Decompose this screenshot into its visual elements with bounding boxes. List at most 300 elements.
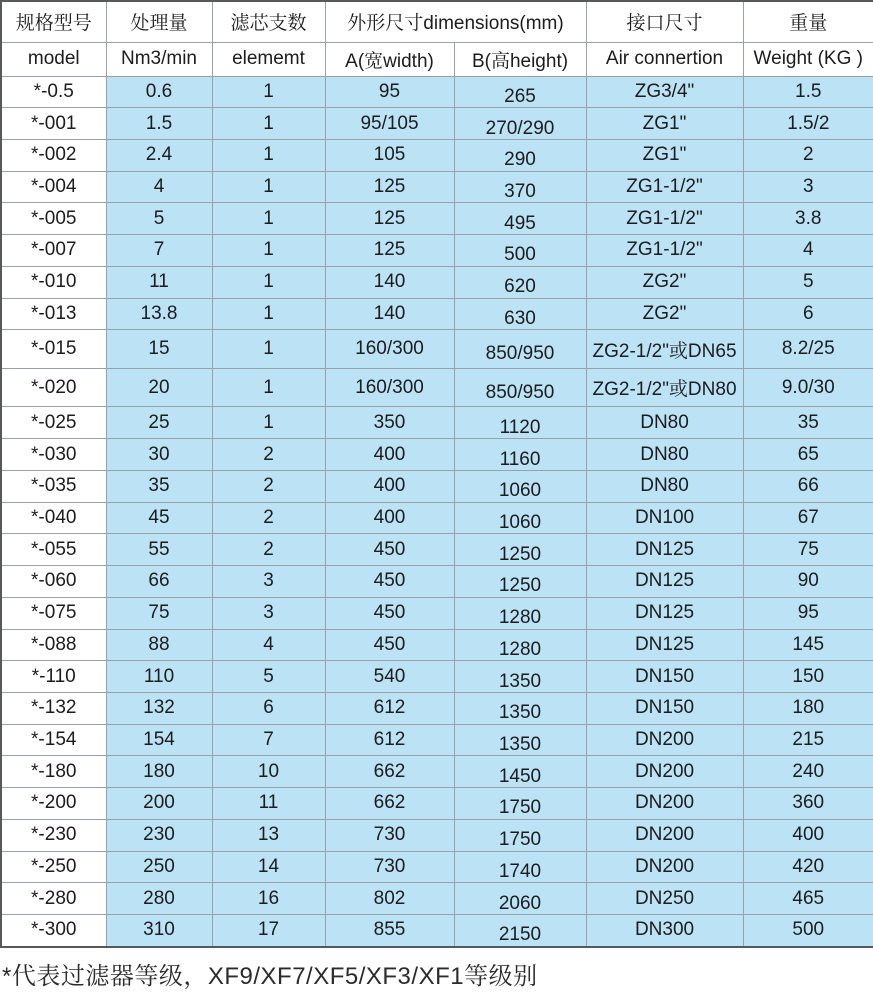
cell-element-count [212, 439, 325, 471]
table-row [1, 439, 873, 471]
cell-width-a [325, 171, 454, 203]
cell-height-b [454, 597, 586, 629]
cell-value: *-088 [31, 633, 77, 655]
cell-element-count [212, 629, 325, 661]
cell-value: 215 [792, 729, 825, 751]
cell-element-count [212, 298, 325, 330]
cell-width-a [325, 266, 454, 298]
cell-value: *-250 [31, 855, 77, 877]
cell-capacity [106, 566, 212, 598]
cell-model [1, 597, 106, 629]
cell-connection [586, 629, 743, 661]
cell-value: 400 [373, 443, 406, 465]
cell-capacity [106, 235, 212, 267]
cell-element-count [212, 661, 325, 693]
cell-value: 230 [143, 824, 175, 846]
cell-connection [586, 661, 743, 693]
cell-weight [743, 266, 873, 298]
cell-width-a [325, 407, 454, 439]
cell-value: 6 [263, 697, 274, 719]
cell-value: 66 [797, 475, 819, 497]
cell-width-a [325, 439, 454, 471]
table-row [1, 368, 873, 407]
cell-value: 75 [797, 538, 819, 560]
cell-width-a [325, 788, 454, 820]
cell-capacity [106, 171, 212, 203]
cell-width-a [325, 756, 454, 788]
table-row [1, 171, 873, 203]
cell-connection [586, 788, 743, 820]
cell-capacity [106, 298, 212, 330]
cell-value: 1 [263, 376, 274, 398]
cell-weight [743, 439, 873, 471]
cell-value: 1120 [499, 416, 541, 438]
cell-weight [743, 203, 873, 235]
cell-model [1, 629, 106, 661]
cell-connection [586, 914, 743, 947]
cell-height-b [454, 534, 586, 566]
cell-element-count [212, 724, 325, 756]
table-row [1, 470, 873, 502]
cell-value: 1.5 [145, 112, 173, 134]
cell-value: 180 [143, 760, 175, 782]
cell-value: 105 [373, 144, 406, 166]
cell-connection [586, 470, 743, 502]
cell-value: 2 [263, 443, 274, 465]
cell-value: 265 [504, 85, 536, 107]
cell-value: ZG1-1/2" [626, 176, 703, 198]
cell-value: 140 [373, 302, 406, 324]
cell-value: 16 [257, 887, 280, 909]
cell-value: 1 [263, 338, 274, 360]
cell-connection [586, 330, 743, 369]
cell-width-a [325, 76, 454, 108]
cell-width-a [325, 914, 454, 947]
cell-connection [586, 171, 743, 203]
cell-value: 1 [263, 239, 274, 261]
table-row [1, 724, 873, 756]
cell-value: *-200 [31, 792, 77, 814]
header-model-en: model [1, 42, 106, 76]
cell-weight [743, 108, 873, 140]
table-row [1, 108, 873, 140]
cell-value: 14 [257, 855, 280, 877]
cell-value: 1280 [498, 638, 542, 660]
cell-value: 465 [792, 887, 825, 909]
cell-value: 55 [148, 538, 170, 560]
cell-value: DN125 [634, 538, 695, 560]
cell-value: 5 [263, 665, 274, 687]
cell-height-b [454, 470, 586, 502]
cell-capacity [106, 692, 212, 724]
cell-value: *-180 [31, 760, 77, 782]
cell-value: 3 [802, 176, 814, 198]
cell-value: 8.2/25 [781, 338, 835, 360]
cell-value: DN80 [640, 443, 689, 465]
cell-value: 20 [148, 376, 170, 398]
cell-width-a [325, 724, 454, 756]
cell-element-count [212, 597, 325, 629]
cell-connection [586, 851, 743, 883]
cell-value: 88 [148, 633, 170, 655]
cell-element-count [212, 330, 325, 369]
cell-value: DN150 [634, 697, 695, 719]
cell-capacity [106, 439, 212, 471]
cell-value: DN200 [634, 760, 695, 782]
cell-height-b [454, 108, 586, 140]
cell-height-b [454, 407, 586, 439]
cell-capacity [106, 139, 212, 171]
cell-value: *-110 [31, 665, 76, 687]
cell-connection [586, 368, 743, 407]
cell-height-b [454, 819, 586, 851]
cell-element-count [212, 851, 325, 883]
cell-value: 250 [143, 855, 175, 877]
cell-weight [743, 597, 873, 629]
cell-connection [586, 203, 743, 235]
cell-width-a [325, 235, 454, 267]
cell-connection [586, 439, 743, 471]
cell-width-a [325, 139, 454, 171]
table-row [1, 566, 873, 598]
cell-value: 125 [373, 239, 406, 261]
cell-value: 125 [373, 207, 406, 229]
table-row [1, 756, 873, 788]
cell-value: 65 [797, 443, 819, 465]
cell-width-a [325, 108, 454, 140]
cell-capacity [106, 266, 212, 298]
cell-value: 2060 [498, 892, 542, 914]
cell-connection [586, 139, 743, 171]
cell-height-b [454, 298, 586, 330]
cell-value: DN200 [634, 792, 695, 814]
cell-connection [586, 266, 743, 298]
cell-value: 450 [373, 570, 406, 592]
cell-value: DN80 [640, 475, 689, 497]
cell-value: 730 [373, 824, 406, 846]
table-row [1, 851, 873, 883]
cell-capacity [106, 629, 212, 661]
cell-value: 850/950 [485, 343, 555, 365]
cell-height-b [454, 851, 586, 883]
cell-width-a [325, 692, 454, 724]
cell-weight [743, 788, 873, 820]
cell-weight [743, 914, 873, 947]
cell-element-count [212, 266, 325, 298]
cell-capacity [106, 661, 212, 693]
cell-value: 500 [792, 919, 825, 941]
cell-value: *-025 [31, 411, 77, 433]
cell-value: *-075 [31, 602, 77, 624]
cell-weight [743, 819, 873, 851]
cell-value: 1 [263, 80, 274, 102]
cell-value: 145 [792, 633, 825, 655]
table-body [1, 76, 873, 947]
cell-capacity [106, 883, 212, 915]
cell-value: 1350 [498, 734, 542, 756]
cell-connection [586, 566, 743, 598]
cell-model [1, 298, 106, 330]
cell-value: ZG2-1/2"或DN80 [592, 379, 737, 401]
cell-value: *-002 [31, 144, 77, 166]
cell-weight [743, 76, 873, 108]
cell-width-a [325, 819, 454, 851]
cell-capacity [106, 756, 212, 788]
cell-value: 4 [263, 633, 274, 655]
cell-value: 2 [263, 475, 274, 497]
table-row [1, 407, 873, 439]
cell-value: 1250 [498, 575, 542, 597]
cell-height-b [454, 266, 586, 298]
cell-value: 730 [373, 855, 406, 877]
cell-value: 1 [263, 144, 274, 166]
cell-model [1, 819, 106, 851]
cell-value: 110 [143, 665, 175, 687]
cell-value: 1060 [498, 511, 542, 533]
cell-weight [743, 298, 873, 330]
cell-model [1, 661, 106, 693]
cell-connection [586, 597, 743, 629]
cell-height-b [454, 914, 586, 947]
cell-value: 290 [504, 149, 536, 171]
cell-value: 850/950 [485, 381, 555, 403]
cell-element-count [212, 108, 325, 140]
footnote: *代表过滤器等级，XF9/XF7/XF5/XF3/XF1等级别 [2, 963, 538, 990]
cell-value: 35 [148, 475, 170, 497]
table-header [1, 1, 873, 76]
cell-connection [586, 502, 743, 534]
cell-value: 5 [802, 271, 814, 293]
cell-value: 420 [792, 855, 825, 877]
cell-value: 1280 [498, 607, 542, 629]
cell-element-count [212, 139, 325, 171]
cell-value: ZG1-1/2" [626, 207, 703, 229]
table-row [1, 883, 873, 915]
cell-value: 450 [373, 633, 406, 655]
cell-weight [743, 502, 873, 534]
cell-value: DN100 [634, 506, 695, 528]
cell-value: DN200 [634, 729, 695, 751]
cell-width-a [325, 629, 454, 661]
cell-element-count [212, 566, 325, 598]
cell-element-count [212, 470, 325, 502]
cell-element-count [212, 883, 325, 915]
header-model-cn: 规格型号 [1, 1, 106, 42]
cell-model [1, 266, 106, 298]
cell-value: 4 [802, 239, 814, 261]
cell-value: 11 [149, 271, 169, 293]
cell-value: DN250 [634, 887, 695, 909]
table-row [1, 597, 873, 629]
cell-weight [743, 330, 873, 369]
cell-weight [743, 883, 873, 915]
header-weight-cn: 重量 [743, 1, 873, 42]
cell-value: ZG2-1/2"或DN65 [592, 340, 737, 362]
table-row [1, 788, 873, 820]
cell-weight [743, 470, 873, 502]
cell-weight [743, 407, 873, 439]
cell-element-count [212, 914, 325, 947]
cell-weight [743, 724, 873, 756]
header-width-a: A(宽width) [325, 42, 454, 76]
cell-height-b [454, 439, 586, 471]
cell-value: 240 [792, 760, 825, 782]
cell-value: 7 [153, 239, 165, 261]
cell-connection [586, 235, 743, 267]
cell-value: 11 [258, 792, 279, 814]
cell-model [1, 851, 106, 883]
table-row [1, 661, 873, 693]
cell-height-b [454, 661, 586, 693]
cell-model [1, 171, 106, 203]
cell-value: *-280 [31, 887, 77, 909]
cell-value: 45 [148, 506, 170, 528]
cell-height-b [454, 171, 586, 203]
header-capacity-cn: 处理量 [106, 1, 212, 42]
cell-value: *-154 [31, 729, 77, 751]
table-row [1, 298, 873, 330]
table-row [1, 203, 873, 235]
cell-value: 1350 [498, 702, 542, 724]
cell-value: 2 [263, 506, 274, 528]
cell-value: 2150 [498, 924, 542, 946]
cell-value: 150 [792, 665, 825, 687]
cell-connection [586, 692, 743, 724]
cell-capacity [106, 534, 212, 566]
cell-value: 1 [263, 176, 274, 198]
cell-weight [743, 851, 873, 883]
cell-model [1, 407, 106, 439]
cell-value: 1.5/2 [787, 112, 830, 134]
cell-width-a [325, 298, 454, 330]
cell-capacity [106, 914, 212, 947]
cell-value: *-300 [31, 919, 77, 941]
cell-value: ZG3/4" [634, 80, 695, 102]
cell-value: 400 [373, 506, 406, 528]
cell-value: 350 [373, 411, 406, 433]
cell-connection [586, 534, 743, 566]
cell-capacity [106, 330, 212, 369]
cell-value: 855 [373, 919, 406, 941]
table-row [1, 330, 873, 369]
cell-value: *-035 [31, 475, 77, 497]
cell-element-count [212, 502, 325, 534]
cell-value: 400 [792, 824, 825, 846]
cell-value: 280 [143, 887, 175, 909]
cell-value: 35 [797, 411, 819, 433]
cell-weight [743, 235, 873, 267]
cell-value: 25 [148, 411, 170, 433]
cell-value: 1 [263, 207, 274, 229]
cell-connection [586, 108, 743, 140]
header-connection-en: Air connertion [586, 42, 743, 76]
cell-value: 1350 [498, 670, 542, 692]
cell-value: *-030 [31, 443, 77, 465]
cell-value: 1740 [498, 860, 542, 882]
cell-height-b [454, 76, 586, 108]
cell-height-b [454, 139, 586, 171]
cell-value: 1160 [499, 448, 541, 470]
cell-value: *-132 [31, 697, 77, 719]
cell-value: 9.0/30 [781, 376, 835, 398]
cell-weight [743, 534, 873, 566]
table-row [1, 692, 873, 724]
cell-element-count [212, 788, 325, 820]
cell-value: 95/105 [360, 112, 419, 134]
cell-value: DN300 [634, 919, 695, 941]
cell-value: 1060 [498, 480, 542, 502]
table-row [1, 534, 873, 566]
cell-value: 4 [153, 176, 165, 198]
cell-value: 612 [373, 697, 406, 719]
cell-value: 370 [504, 181, 536, 203]
cell-value: *-007 [31, 239, 77, 261]
cell-element-count [212, 203, 325, 235]
cell-value: 2 [263, 538, 274, 560]
cell-height-b [454, 330, 586, 369]
cell-value: 200 [143, 792, 175, 814]
cell-height-b [454, 883, 586, 915]
cell-value: 1 [263, 411, 274, 433]
cell-model [1, 534, 106, 566]
cell-height-b [454, 756, 586, 788]
cell-value: DN125 [634, 570, 695, 592]
cell-value: 1750 [498, 829, 542, 851]
cell-capacity [106, 851, 212, 883]
cell-value: 270/290 [485, 117, 555, 139]
cell-capacity [106, 788, 212, 820]
cell-weight [743, 566, 873, 598]
cell-value: *-004 [31, 176, 77, 198]
cell-value: *-055 [31, 538, 77, 560]
cell-weight [743, 629, 873, 661]
cell-value: 15 [148, 338, 170, 360]
cell-value: DN200 [634, 855, 695, 877]
cell-model [1, 368, 106, 407]
cell-connection [586, 819, 743, 851]
cell-height-b [454, 692, 586, 724]
cell-value: ZG1-1/2" [626, 239, 703, 261]
header-weight-en: Weight (KG ) [743, 42, 873, 76]
cell-value: 66 [148, 570, 170, 592]
cell-value: *-230 [31, 824, 77, 846]
cell-height-b [454, 368, 586, 407]
cell-model [1, 692, 106, 724]
cell-value: 2 [802, 144, 814, 166]
header-element-count-en: elememt [212, 42, 325, 76]
cell-value: DN125 [634, 633, 695, 655]
cell-height-b [454, 629, 586, 661]
cell-value: 132 [143, 697, 175, 719]
cell-value: 0.6 [145, 80, 173, 102]
cell-connection [586, 724, 743, 756]
cell-element-count [212, 368, 325, 407]
cell-value: *-020 [31, 376, 77, 398]
cell-height-b [454, 203, 586, 235]
cell-value: ZG1" [642, 112, 687, 134]
cell-model [1, 788, 106, 820]
cell-height-b [454, 502, 586, 534]
cell-weight [743, 661, 873, 693]
table-row [1, 235, 873, 267]
cell-model [1, 724, 106, 756]
cell-value: *-060 [31, 570, 77, 592]
cell-model [1, 566, 106, 598]
cell-value: 1250 [498, 543, 542, 565]
cell-value: 95 [378, 80, 401, 102]
header-dimensions: 外形尺寸dimensions(mm) [325, 1, 586, 42]
cell-value: 1.5 [795, 80, 822, 102]
